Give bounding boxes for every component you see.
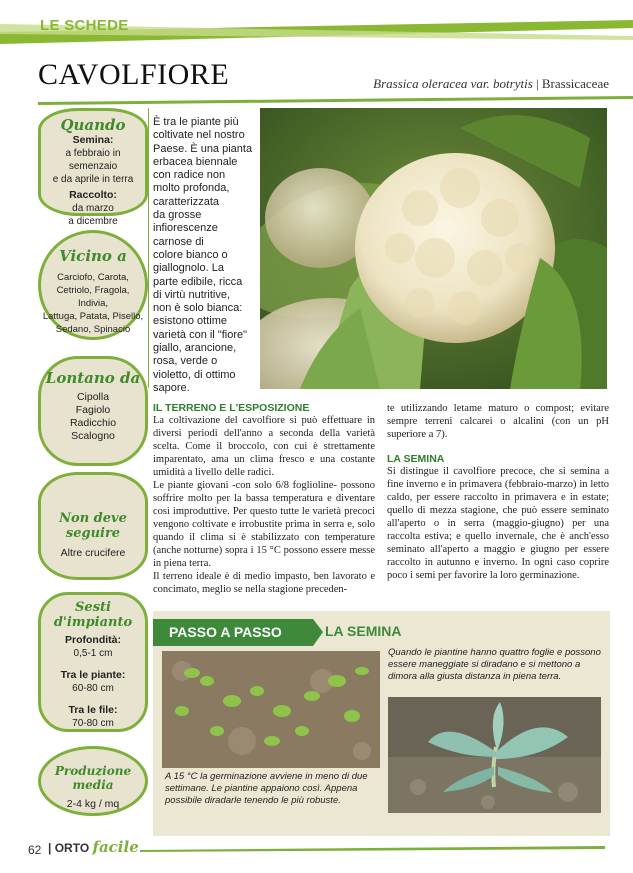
card-quando <box>38 108 148 227</box>
section-label: LE SCHEDE <box>40 17 129 34</box>
passo-a-passo-title: PASSO A PASSO <box>169 624 282 640</box>
tra-file-label: Tra le file: <box>68 704 118 716</box>
tra-file-value: 70-80 cm <box>72 718 114 729</box>
semina-paragraph-1: Si distingue il cavolfiore precoce, che si semina a fine inverno e in primavera (febbraio-marzo) in letto caldo, per essere raccolto in primavera e in estate; quello di mezza stagione, che può essere seminato all'aperto o in serra (maggio-giugno) per una raccolta estiva; e quello invernale, che è anch'esso seminato all'aperto a maggio e giugno per essere raccolto in autunno e inverno. In ogni caso coprire poco i semi per favorire la loro germinazione. <box>387 466 609 581</box>
passo-a-passo-subtitle: LA SEMINA <box>325 623 402 639</box>
intro-line: giallo, arancione, <box>153 342 237 355</box>
card-produzione <box>38 746 148 816</box>
lontano-heading: Lontano da <box>45 369 141 387</box>
magazine-logo <box>48 838 139 856</box>
intro-line: varietà con il "fiore" <box>153 328 248 341</box>
page-title: CAVOLFIORE <box>38 58 230 91</box>
title-divider <box>0 96 633 106</box>
vicino-line-2: Cetriolo, Fragola, Indivia, <box>56 285 130 309</box>
intro-line: erbacea biennale <box>153 155 238 168</box>
vicino-line-4: Sedano, Spinacio <box>55 324 131 335</box>
vicino-line-1: Carciofo, Carota, <box>57 272 129 283</box>
intro-line: È tra le piante più <box>153 116 239 128</box>
intro-line: da grosse <box>153 209 202 222</box>
semina-label: Semina: <box>72 134 114 146</box>
semina-heading: LA SEMINA <box>387 453 445 465</box>
intro-line: molto profonda, <box>153 182 230 195</box>
intro-line: caratterizzata <box>153 195 220 208</box>
passo-a-passo-banner <box>153 619 323 646</box>
raccolto-text-2: a dicembre <box>68 216 118 227</box>
terreno-paragraph-4: te utilizzando letame maturo o compost; evitare sempre terreni calcarei o alcalini (con un pH superiore a 7). <box>387 403 609 440</box>
seedlings-photo <box>162 651 380 768</box>
caption-right: Quando le piantine hanno quattro foglie e possono essere maneggiate si diradano e si mettono a dimora alla giusta distanza in piena terra. <box>388 647 601 682</box>
terreno-paragraph-2: Le piante giovani -con solo 6/8 foglioline- possono soffrire molto per la bassa temperatura e diventare così improduttive. Per questo tutte le varietà precoci vengono coltivate e irrobustite prima in serra e, solo quando il clima si è stabilizzato con temperature (anche notturne) sopra i 15 °C possono essere messe in piena terra. <box>153 480 375 569</box>
intro-line: carnose di <box>153 235 204 248</box>
young-plant-photo <box>388 697 601 813</box>
card-lontano <box>38 356 148 466</box>
intro-line: non è solo bianca: <box>153 302 243 315</box>
logo-facile: facile <box>92 838 139 856</box>
intro-line: violetto, di ottimo <box>153 368 236 381</box>
terreno-paragraph-1: La coltivazione del cavolfiore si può effettuare in diversi periodi dell'anno a seconda della varietà scelta. Come il broccolo, con cui è strettamente imparentato, ama un clima fresco e una costante umidità a livello delle radici. <box>153 415 375 478</box>
page-number: 62 <box>28 843 42 857</box>
non-deve-line-1: Altre crucifere <box>60 547 126 559</box>
intro-line: parte edibile, ricca <box>153 275 243 288</box>
non-deve-heading: Non deve seguire <box>59 511 127 541</box>
intro-line: con radice non <box>153 169 226 182</box>
semina-text-2: e da aprile in terra <box>52 174 134 185</box>
produzione-value: 2-4 kg / mq <box>66 798 120 810</box>
intro-line: esistono ottime <box>153 315 227 328</box>
sesti-heading: Sesti d'impianto <box>53 600 133 630</box>
intro-line: colore bianco o <box>153 248 228 261</box>
vicino-heading: Vicino a <box>59 247 127 265</box>
card-non-deve <box>38 472 148 580</box>
semina-text-1: a febbraio in semenzaio <box>65 148 121 172</box>
column-divider <box>148 108 149 388</box>
intro-line: sapore. <box>153 381 190 394</box>
profondita-label: Profondità: <box>65 634 121 646</box>
lontano-line-2: Fagiolo <box>75 404 111 416</box>
raccolto-text-1: da marzo <box>72 203 114 214</box>
tra-piante-label: Tra le piante: <box>60 669 126 681</box>
semina-column <box>387 402 609 582</box>
card-sesti <box>38 592 148 732</box>
scientific-name: Brassica oleracea var. botrytis | Brassicaceae <box>373 76 609 91</box>
tra-piante-value: 60-80 cm <box>72 683 114 694</box>
intro-line: rosa, verde o <box>153 355 218 368</box>
terreno-column <box>153 402 375 596</box>
intro-line: infiorescenze <box>153 222 218 235</box>
produzione-heading: Produzione media <box>54 764 132 792</box>
caption-left: A 15 °C la germinazione avviene in meno di due settimane. Le piantine appaiono così. Appena possibile diradarle tenendo le più robuste. <box>165 771 368 806</box>
footer-band <box>140 846 605 852</box>
vicino-line-3: Lattuga, Patata, Pisello, <box>42 311 144 322</box>
terreno-paragraph-3: Il terreno ideale è di medio impasto, ben lavorato e concimato, meglio se nella stagione preceden- <box>153 571 375 595</box>
intro-line: giallognolo. La <box>153 262 224 275</box>
profondita-value: 0,5-1 cm <box>73 648 113 659</box>
logo-orto: ORTO <box>54 841 90 855</box>
intro-line: Paese. È una pianta <box>153 142 253 155</box>
raccolto-label: Raccolto: <box>69 189 117 201</box>
card-vicino <box>38 230 148 340</box>
cauliflower-photo <box>260 108 607 389</box>
terreno-heading: IL TERRENO E L'ESPOSIZIONE <box>153 402 310 414</box>
lontano-line-4: Scalogno <box>71 430 115 442</box>
logo-separator: | <box>48 841 55 855</box>
intro-line: di virtù nutritive, <box>153 288 231 301</box>
lontano-line-1: Cipolla <box>76 391 110 403</box>
lontano-line-3: Radicchio <box>69 417 117 429</box>
intro-line: coltivate nel nostro <box>153 129 245 142</box>
quando-heading: Quando <box>60 116 126 134</box>
